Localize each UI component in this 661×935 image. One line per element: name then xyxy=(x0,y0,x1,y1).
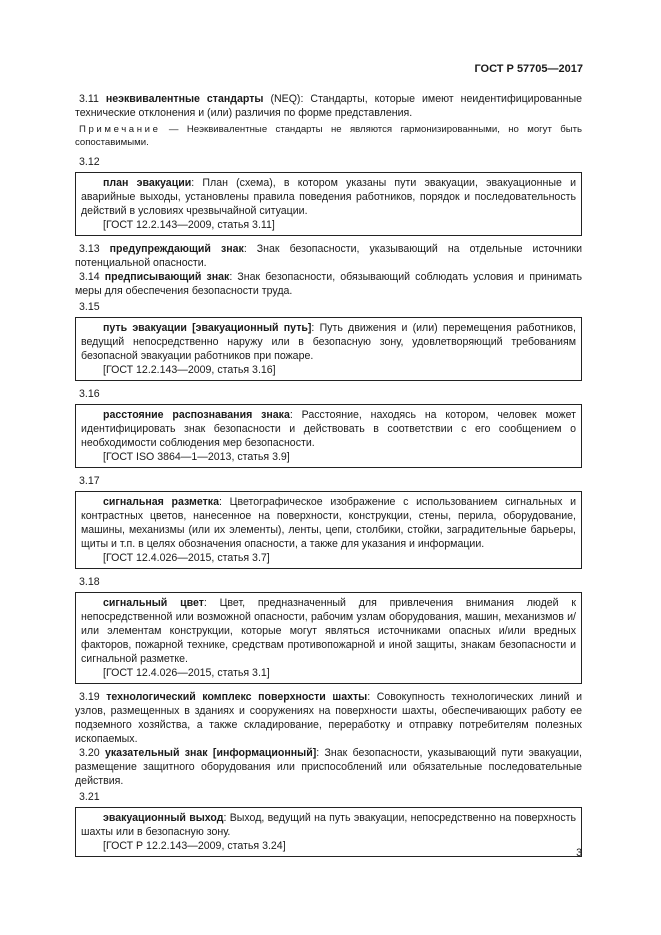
entry-term: предписывающий знак xyxy=(104,271,230,283)
definition-text: : Цветографическое изображение с использованием сигнальных и контрастных цветов, нанесенное на поверхности, конструкции, стены, перила, оборудование, машины, механизмы (или их элементы), ленты, цепи, столбики, стойки, заградительные барьеры, щиты и т.п. в целях обозначения опасности, а также для указания и информации. xyxy=(81,496,576,550)
entry-number: 3.15 xyxy=(79,301,100,313)
entry-definition: : Знак безопасности, указывающий на отдельные источники потенциальной опасности. xyxy=(75,243,582,269)
entry-definition: : Знак безопасности, обязывающий соблюдать условия и принимать меры для обеспечения безопасности труда. xyxy=(75,271,582,297)
entry-definition: (NEQ): Стандарты, которые имеют неидентифицированные технические отклонения и (или) различия по форме представления. xyxy=(75,93,582,119)
note-text: — Неэквивалентные стандарты не являются гармонизированными, но могут быть сопоставимыми. xyxy=(75,124,582,148)
entry-term: путь эвакуации [эвакуационный путь] xyxy=(103,322,312,334)
entry-definition xyxy=(81,596,576,666)
entry-box-3-17 xyxy=(75,491,582,569)
entry-number: 3.17 xyxy=(79,475,100,487)
note xyxy=(75,124,582,149)
page-content xyxy=(75,92,582,863)
entry-term: эвакуационный выход xyxy=(103,812,224,824)
entry-number: 3.12 xyxy=(79,156,100,168)
entry-definition: : Знак безопасности, указывающий пути эвакуации, размещение защитного оборудования или приспособлений или обязательные последовательные действия. xyxy=(75,747,582,787)
definition-text: : Цвет, предназначенный для привлечения внимания людей к непосредственной или возможной опасности, рабочим узлам оборудования, машин, механизмов и/или элементам конструкции, которые могут являться источниками опасных и/или вредных факторов, пожарной технике, средствам противопожарной и иной защиты, знакам безопасности и сигнальной разметке. xyxy=(81,597,576,665)
entry-number: 3.21 xyxy=(79,791,100,803)
entry-3-19 xyxy=(75,690,582,746)
entry-definition xyxy=(81,495,576,551)
entry-term: технологический комплекс поверхности шахты xyxy=(106,691,368,703)
entry-source: [ГОСТ ISO 3864—1—2013, статья 3.9] xyxy=(103,451,290,463)
entry-3-20 xyxy=(75,746,582,788)
entry-number: 3.18 xyxy=(79,576,100,588)
entry-definition xyxy=(81,321,576,363)
entry-source: [ГОСТ 12.4.026—2015, статья 3.7] xyxy=(103,552,270,564)
entry-box-3-18 xyxy=(75,592,582,684)
entry-definition xyxy=(81,408,576,450)
entry-3-13 xyxy=(75,242,582,270)
entry-box-3-21 xyxy=(75,807,582,857)
entry-3-11 xyxy=(75,92,582,120)
entry-term: сигнальная разметка xyxy=(103,496,219,508)
entry-box-3-15 xyxy=(75,317,582,381)
entry-definition: : Совокупность технологических линий и узлов, размещенных в зданиях и сооружениях на поверхности шахты, обеспечивающих работу ее подземного хозяйства, а также складирование, переработку и отправку потребителям полезных ископаемых. xyxy=(75,691,582,745)
entry-source: [ГОСТ Р 12.2.143—2009, статья 3.24] xyxy=(103,840,286,852)
entry-source: [ГОСТ 12.2.143—2009, статья 3.16] xyxy=(103,364,276,376)
definition-text: : Путь движения и (или) перемещения работников, ведущий непосредственно наружу или в безопасную зону, удовлетворяющий требованиям безопасной эвакуации работников при пожаре. xyxy=(81,322,576,362)
entry-source: [ГОСТ 12.4.026—2015, статья 3.1] xyxy=(103,667,270,679)
entry-term: предупреждающий знак xyxy=(109,243,244,255)
entry-number: 3.14 xyxy=(79,271,100,283)
entry-number: 3.11 xyxy=(79,93,99,105)
entry-source: [ГОСТ 12.2.143—2009, статья 3.11] xyxy=(103,219,275,231)
page-number: 3 xyxy=(576,847,582,859)
definition-text: : Расстояние, находясь на котором, человек может идентифицировать знак безопасности и действовать в соответствии с его сообщением о необходимости соблюдения мер безопасности. xyxy=(81,409,576,449)
entry-number: 3.16 xyxy=(79,388,100,400)
entry-box-3-16 xyxy=(75,404,582,468)
entry-term: сигнальный цвет xyxy=(103,597,204,609)
document-code: ГОСТ Р 57705—2017 xyxy=(474,63,583,75)
entry-number: 3.20 xyxy=(79,747,100,759)
note-label: Примечание xyxy=(79,124,161,135)
entry-box-3-12 xyxy=(75,172,582,236)
definition-text: : План (схема), в котором указаны пути эвакуации, эвакуационные и аварийные выходы, установлены правила поведения работников, порядок и последовательность действий в условиях чрезвычайной ситуации. xyxy=(81,177,576,217)
definition-text: : Выход, ведущий на путь эвакуации, непосредственно на поверхность шахты или в безопасную зону. xyxy=(81,812,576,838)
entry-term: указательный знак [информационный] xyxy=(104,747,317,759)
entry-number: 3.13 xyxy=(79,243,100,255)
entry-definition xyxy=(81,811,576,839)
entry-definition xyxy=(81,176,576,218)
entry-term: расстояние распознавания знака xyxy=(103,409,290,421)
entry-term: неэквивалентные стандарты xyxy=(105,93,264,105)
entry-term: план эвакуации xyxy=(103,177,192,189)
entry-number: 3.19 xyxy=(79,691,100,703)
entry-3-14 xyxy=(75,270,582,298)
